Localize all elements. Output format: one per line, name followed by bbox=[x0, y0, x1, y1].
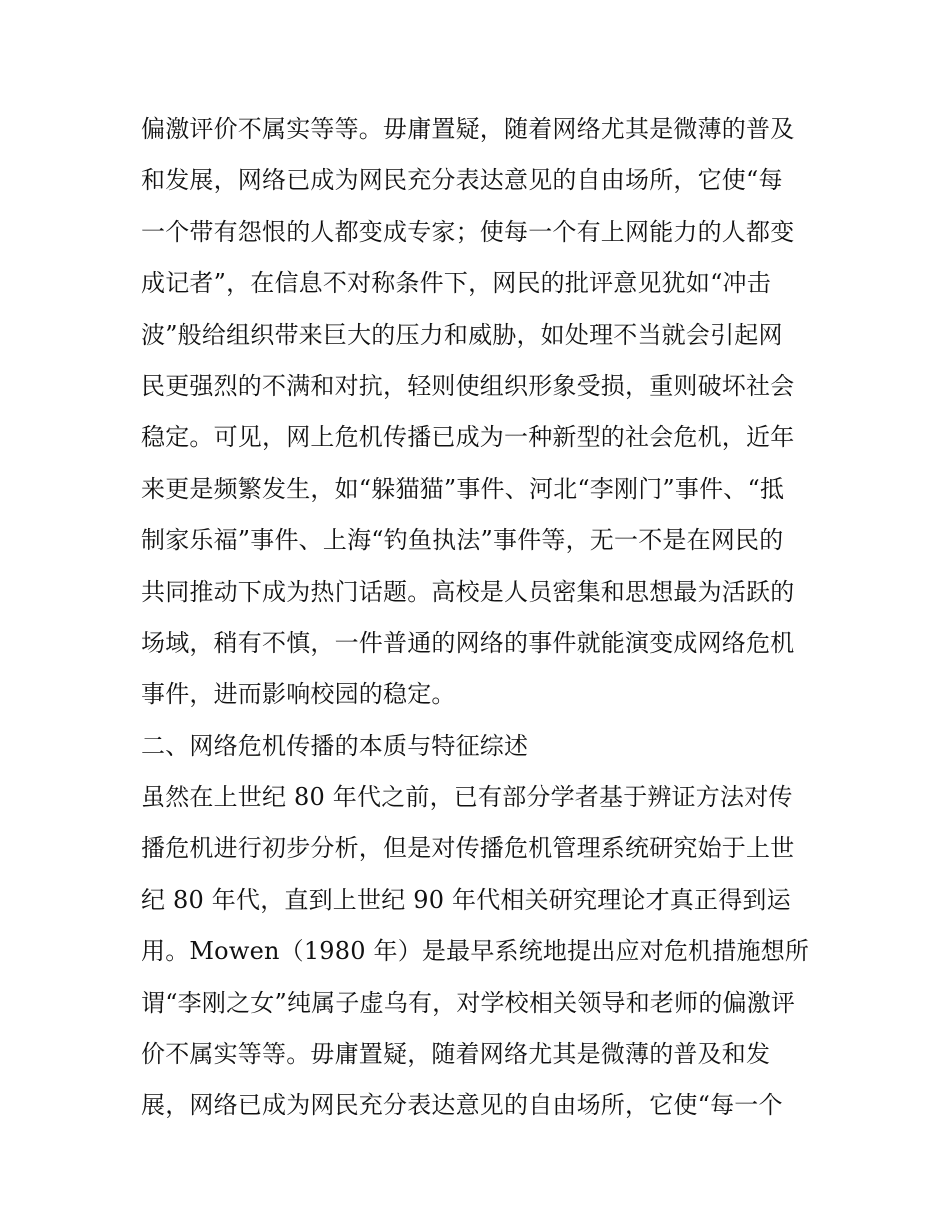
text-line: 制家乐福”事件、上海“钓鱼执法”事件等，无一不是在网民的 bbox=[141, 526, 784, 555]
text-line: 偏激评价不属实等等。毋庸置疑，随着网络尤其是微薄的普及 bbox=[141, 115, 795, 143]
text-line: 展，网络已成为网民充分表达意见的自由场所，它使“每一个 bbox=[141, 1091, 783, 1120]
text-line: 共同推动下成为热门话题。高校是人员密集和思想最为活跃的 bbox=[141, 577, 795, 606]
text-line: 播危机进行初步分析，但是对传播危机管理系统研究始于上世 bbox=[141, 834, 795, 863]
text-line: 纪 80 年代，直到上世纪 90 年代相关研究理论才真正得到运 bbox=[141, 885, 791, 914]
text-line: 民更强烈的不满和对抗，轻则使组织形象受损，重则破坏社会 bbox=[141, 371, 795, 400]
body-text bbox=[141, 104, 821, 1132]
text-line: 来更是频繁发生，如“躲猫猫”事件、河北“李刚门”事件、“抵 bbox=[141, 474, 785, 503]
text-line: 一个带有怨恨的人都变成专家；使每一个有上网能力的人都变 bbox=[141, 217, 795, 246]
text-line: 波”般给组织带来巨大的压力和威胁，如处理不当就会引起网 bbox=[141, 320, 783, 349]
text-line: 和发展，网络已成为网民充分表达意见的自由场所，它使“每 bbox=[141, 166, 783, 195]
text-line: 价不属实等等。毋庸置疑，随着网络尤其是微薄的普及和发 bbox=[141, 1040, 771, 1069]
text-line: 用。Mowen（1980 年）是最早系统地提出应对危机措施想所 bbox=[141, 937, 810, 966]
section-heading: 二、网络危机传播的本质与特征综述 bbox=[141, 731, 529, 760]
text-line: 谓“李刚之女”纯属子虚乌有，对学校相关领导和老师的偏激评 bbox=[141, 988, 796, 1017]
text-line: 事件，进而影响校园的稳定。 bbox=[141, 680, 456, 709]
text-line: 虽然在上世纪 80 年代之前，已有部分学者基于辨证方法对传 bbox=[141, 783, 793, 812]
text-line: 成记者”，在信息不对称条件下，网民的批评意见犹如“冲击 bbox=[141, 269, 771, 298]
text-line: 场域，稍有不慎，一件普通的网络的事件就能演变成网络危机 bbox=[141, 628, 795, 657]
text-line: 稳定。可见，网上危机传播已成为一种新型的社会危机，近年 bbox=[141, 423, 795, 452]
